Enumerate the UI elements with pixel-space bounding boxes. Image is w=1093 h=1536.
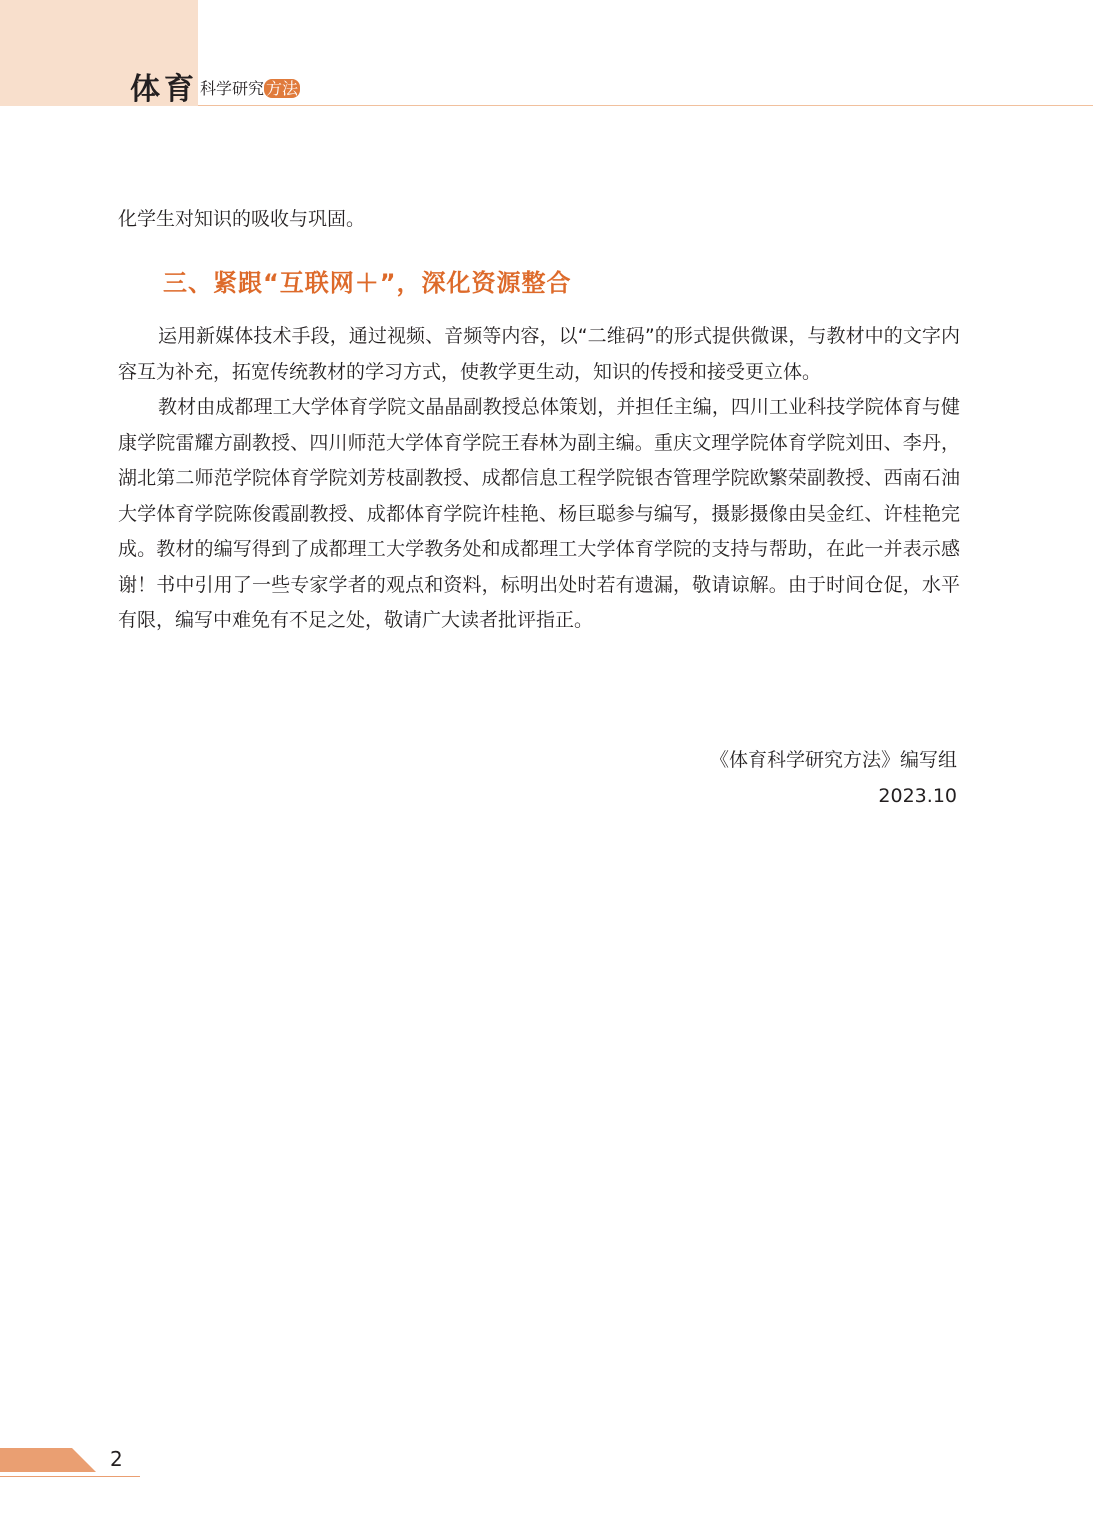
footer-arrow [72,1448,96,1472]
continuation-text: 化学生对知识的吸收与巩固。 [118,208,366,230]
footer-rule [0,1476,140,1477]
paragraph-authors: 教材由成都理工大学体育学院文晶晶副教授总体策划，并担任主编，四川工业科技学院体育与健康学院雷耀方副教授、四川师范大学体育学院王春林为副主编。重庆文理学院体育学院刘田、李丹，湖北第二师范学院体育学院刘芳枝副教授、成都信息工程学院银杏管理学院欧繁荣副教授、西南石油大学体育学院陈俊霞副教授、成都体育学院许桂艳、杨巨聪参与编写，摄影摄像由吴金红、许桂艳完成。教材的编写得到了成都理工大学教务处和成都理工大学体育学院的支持与帮助，在此一并表示感谢！书中引用了一些专家学者的观点和资料，标明出处时若有遗漏，敬请谅解。由于时间仓促，水平有限，编写中难免有不足之处，敬请广大读者批评指正。 [118,396,960,631]
header-title-main: 体育 [130,72,198,107]
signature-date: 2023.10 [878,785,957,807]
page-number: 2 [110,1447,123,1471]
header-title-sub [200,79,300,99]
header-title-accent: 方法 [266,79,299,98]
header-title-sub-text: 科学研究 [200,79,265,98]
header-rule [198,105,1093,106]
signature-org: 《体育科学研究方法》编写组 [709,749,957,771]
paragraph-new-media: 运用新媒体技术手段，通过视频、音频等内容，以“二维码”的形式提供微课，与教材中的文字内容互为补充，拓宽传统教材的学习方式，使教学更生动，知识的传授和接受更立体。 [118,325,960,383]
body-paragraphs [118,319,960,639]
footer-color-bar [0,1448,72,1472]
section-heading: 三、紧跟“互联网＋”，深化资源整合 [163,269,572,297]
running-header [130,68,300,108]
